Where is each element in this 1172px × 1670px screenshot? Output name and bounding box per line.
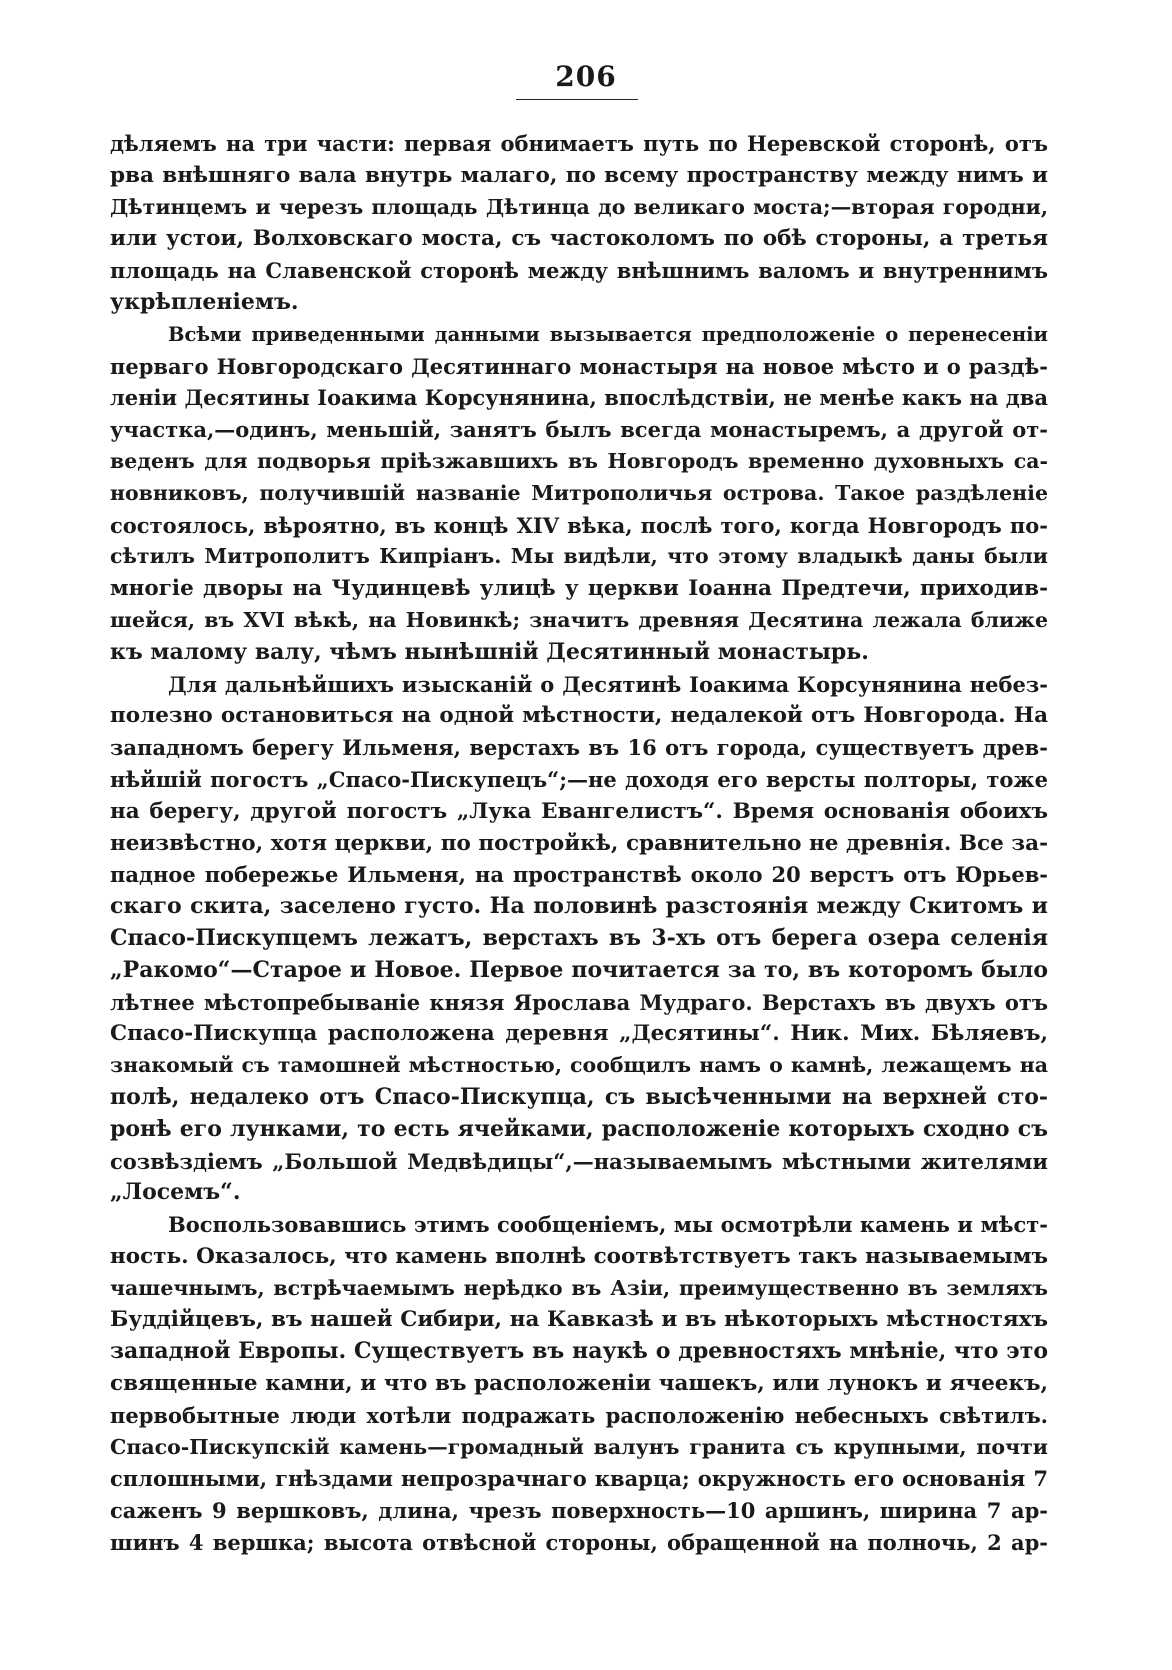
text-line: Дѣтинцемъ и черезъ площадь Дѣтинца до великаго моста;—вторая городни, — [110, 194, 1048, 219]
text-line: укрѣпленіемъ. — [110, 288, 299, 315]
page-number: 206 — [555, 60, 617, 93]
text-line: западномъ берегу Ильменя, верстахъ въ 16 отъ города, существуетъ древ- — [110, 735, 1048, 761]
text-line: сѣтилъ Митрополитъ Кипріанъ. Мы видѣли, что этому владыкѣ даны были — [110, 544, 1048, 569]
text-line: нѣйшій погостъ „Спасо-Пискупецъ“;—не доходя его версты полторы, тоже — [110, 766, 1048, 792]
text-line: многіе дворы на Чудинцевѣ улицѣ у церкви Іоанна Предтечи, приходив- — [110, 576, 1048, 602]
text-line: шейся, въ XVI вѣкѣ, на Новинкѣ; значитъ древняя Десятина лежала ближе — [110, 607, 1048, 632]
text-line: Воспользовавшись этимъ сообщеніемъ, мы осмотрѣли камень и мѣст- — [168, 1212, 1048, 1238]
text-line: полезно остановиться на одной мѣстности, недалекой отъ Новгорода. На — [110, 703, 1048, 729]
text-line: западной Европы. Существуетъ въ наукѣ о древностяхъ мнѣніе, что это — [110, 1338, 1048, 1365]
text-line: участка,—одинъ, меньшій, занятъ былъ всегда монастыремъ, а другой от- — [110, 417, 1048, 443]
text-line: скаго скита, заселено густо. На половинѣ разстоянія между Скитомъ и — [110, 893, 1048, 920]
text-line: состоялось, вѣроятно, въ концѣ XIV вѣка, послѣ того, когда Новгородъ по- — [110, 512, 1048, 538]
text-line: новниковъ, получившій названіе Митрополичья острова. Такое раздѣленіе — [110, 480, 1048, 505]
text-line: перваго Новгородскаго Десятиннаго монастыря на новое мѣсто и о раздѣ- — [110, 353, 1048, 379]
text-line: знакомый съ тамошней мѣстностью, сообщилъ намъ о камнѣ, лежащемъ на — [110, 1053, 1048, 1078]
text-line: чашечнымъ, встрѣчаемымъ нерѣдко въ Азіи, преимущественно въ земляхъ — [110, 1275, 1048, 1300]
text-line: Спасо-Пискупца расположена деревня „Десятины“. Ник. Мих. Бѣляевъ, — [110, 1021, 1048, 1047]
text-line: дѣляемъ на три части: первая обнимаетъ путь по Неревской сторонѣ, отъ — [110, 131, 1048, 156]
text-line: падное побережье Ильменя, на пространствѣ около 20 верстъ отъ Юрьев- — [110, 862, 1048, 888]
text-line: „Лосемъ“. — [110, 1179, 241, 1206]
text-line: Буддійцевъ, въ нашей Сибири, на Кавказѣ и въ нѣкоторыхъ мѣстностяхъ — [110, 1307, 1048, 1333]
text-line: на берегу, другой погостъ „Лука Евангелистъ“. Время основанія обоихъ — [110, 798, 1048, 824]
text-line: веденъ для подворья пріѣзжавшихъ въ Новгородъ временно духовныхъ са- — [110, 448, 1048, 473]
body-text — [110, 128, 1048, 1559]
text-line: рва внѣшняго вала внутрь малаго, по всему пространству между нимъ и — [110, 162, 1048, 188]
text-line: ронѣ его лунками, то есть ячейками, расположеніе которыхъ сходно съ — [110, 1115, 1048, 1142]
text-line: Спасо-Пискупскій камень—громадный валунъ гранита съ крупными, почти — [110, 1434, 1048, 1459]
text-line: ность. Оказалось, что камень вполнѣ соотвѣтствуетъ такъ называемымъ — [110, 1243, 1048, 1269]
text-line: саженъ 9 вершковъ, длина, чрезъ поверхность—10 аршинъ, ширина 7 ар- — [110, 1498, 1048, 1524]
text-line: шинъ 4 вершка; высота отвѣсной стороны, обращенной на полночь, 2 ар- — [110, 1530, 1048, 1556]
text-line: къ малому валу, чѣмъ нынѣшній Десятинный монастырь. — [110, 638, 869, 665]
text-line: Для дальнѣйшихъ изысканій о Десятинѣ Іоакима Корсунянина небез- — [168, 671, 1048, 697]
text-line: лѣтнее мѣстопребываніе князя Ярослава Мудраго. Верстахъ въ двухъ отъ — [110, 989, 1048, 1015]
text-line: „Ракомо“—Старое и Новое. Первое почитается за то, въ которомъ было — [110, 956, 1048, 983]
text-line: неизвѣстно, хотя церкви, по постройкѣ, сравнительно не древнія. Все за- — [110, 830, 1048, 856]
text-line: Всѣми приведенными данными вызывается предположеніе о перенесеніи — [168, 322, 1048, 346]
text-line: Спасо-Пискупцемъ лежатъ, верстахъ въ 3-хъ отъ берега озера селенія — [110, 924, 1048, 951]
text-line: созвѣздіемъ „Большой Медвѣдицы“,—называемымъ мѣстными жителями — [110, 1148, 1048, 1174]
text-line: священные камни, и что въ расположеніи чашекъ, или лунокъ и ячеекъ, — [110, 1371, 1048, 1397]
text-line: или устои, Волховскаго моста, съ частоколомъ по обѣ стороны, а третья — [110, 226, 1048, 252]
page-number-rule — [516, 99, 638, 100]
text-line: первобытные люди хотѣли подражать расположенію небесныхъ свѣтилъ. — [110, 1402, 1048, 1428]
text-line: сплошными, гнѣздами непрозрачнаго кварца; окружность его основанія 7 — [110, 1466, 1048, 1492]
text-line: леніи Десятины Іоакима Корсунянина, впослѣдствіи, не менѣе какъ на два — [110, 385, 1048, 411]
text-line: площадь на Славенской сторонѣ между внѣшнимъ валомъ и внутреннимъ — [110, 258, 1048, 284]
text-line: полѣ, недалеко отъ Спасо-Пискупца, съ высѣченными на верхней сто- — [110, 1083, 1048, 1110]
